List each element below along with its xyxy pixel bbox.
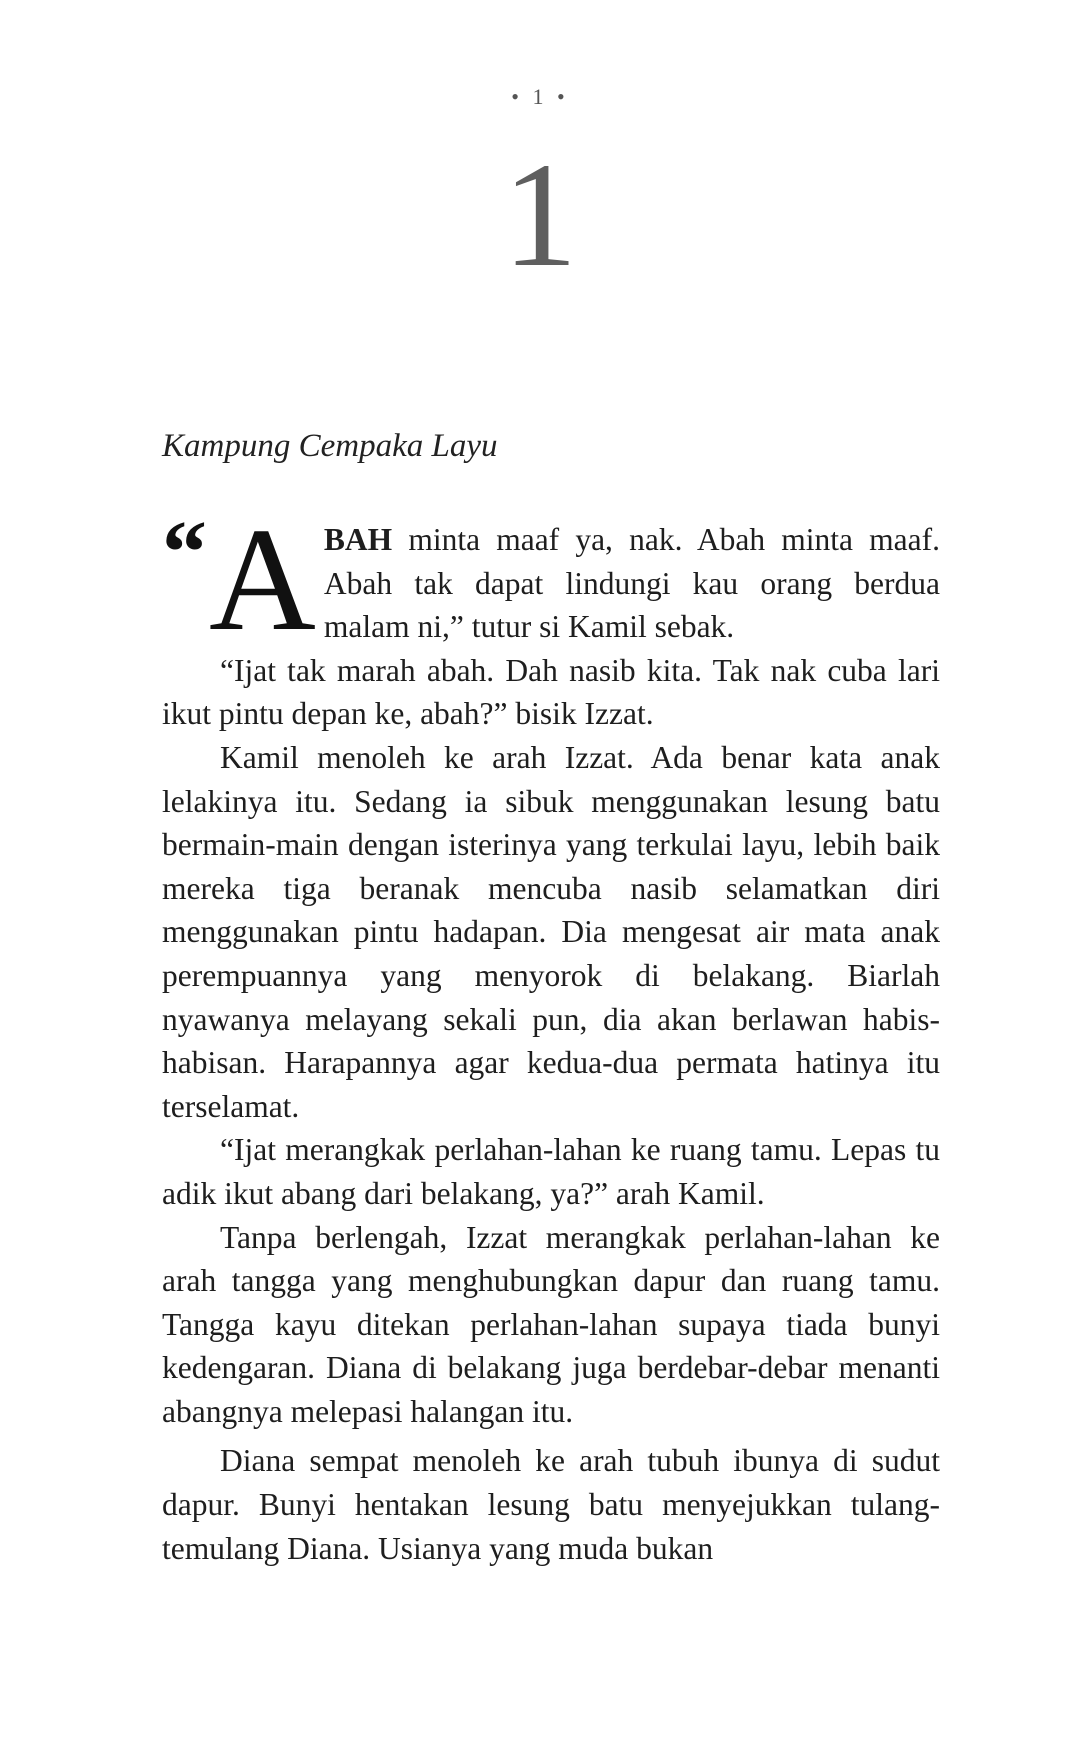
opening-text: minta maaf ya, nak. Abah minta maaf. Abah tak dapat lindungi kau orang berdua malam ni,” tutur si Kamil sebak. bbox=[323, 522, 940, 645]
opening-quote-mark: “ bbox=[162, 503, 207, 602]
paragraph: “Ijat tak marah abah. Dah nasib kita. Tak nak cuba lari ikut pintu depan ke, abah?” bisik Izzat. bbox=[162, 652, 940, 732]
lead-in-text: BAH bbox=[323, 522, 393, 557]
paragraph: “Ijat merangkak perlahan-lahan ke ruang tamu. Lepas tu adik ikut abang dari belakang, ya?” arah Kamil. bbox=[162, 1132, 940, 1211]
opening-paragraph bbox=[162, 498, 940, 662]
page-number-marker: • 1 • bbox=[511, 84, 569, 109]
paragraph: Diana sempat menoleh ke arah tubuh ibunya di sudut dapur. Bunyi hentakan lesung batu menyejukkan tulang-temulang Diana. Usianya yang muda bukan bbox=[162, 1443, 940, 1566]
chapter-body bbox=[162, 498, 940, 1570]
chapter-number: 1 bbox=[502, 132, 578, 298]
location-heading: Kampung Cempaka Layu bbox=[162, 428, 498, 464]
paragraph: Tanpa berlengah, Izzat merangkak perlahan-lahan ke arah tangga yang menghubungkan dapur dan ruang tamu. Tangga kayu ditekan perlahan-lahan supaya tiada bunyi kedengaran. Diana di belakang juga berdebar-debar menanti abangnya melepasi halangan itu. bbox=[162, 1219, 940, 1429]
paragraph: Kamil menoleh ke arah Izzat. Ada benar kata anak lelakinya itu. Sedang ia sibuk menggunakan lesung batu bermain-main dengan isterinya yang terkulai layu, lebih baik mereka tiga beranak mencuba nasib selamatkan diri menggunakan pintu hadapan. Dia mengesat air mata anak perempuannya yang menyorok di belakang. Biarlah nyawanya melayang sekali pun, dia akan berlawan habis-habisan. Harapannya agar kedua-dua permata hatinya itu terselamat. bbox=[162, 739, 940, 1124]
drop-cap-letter: A bbox=[209, 498, 316, 662]
